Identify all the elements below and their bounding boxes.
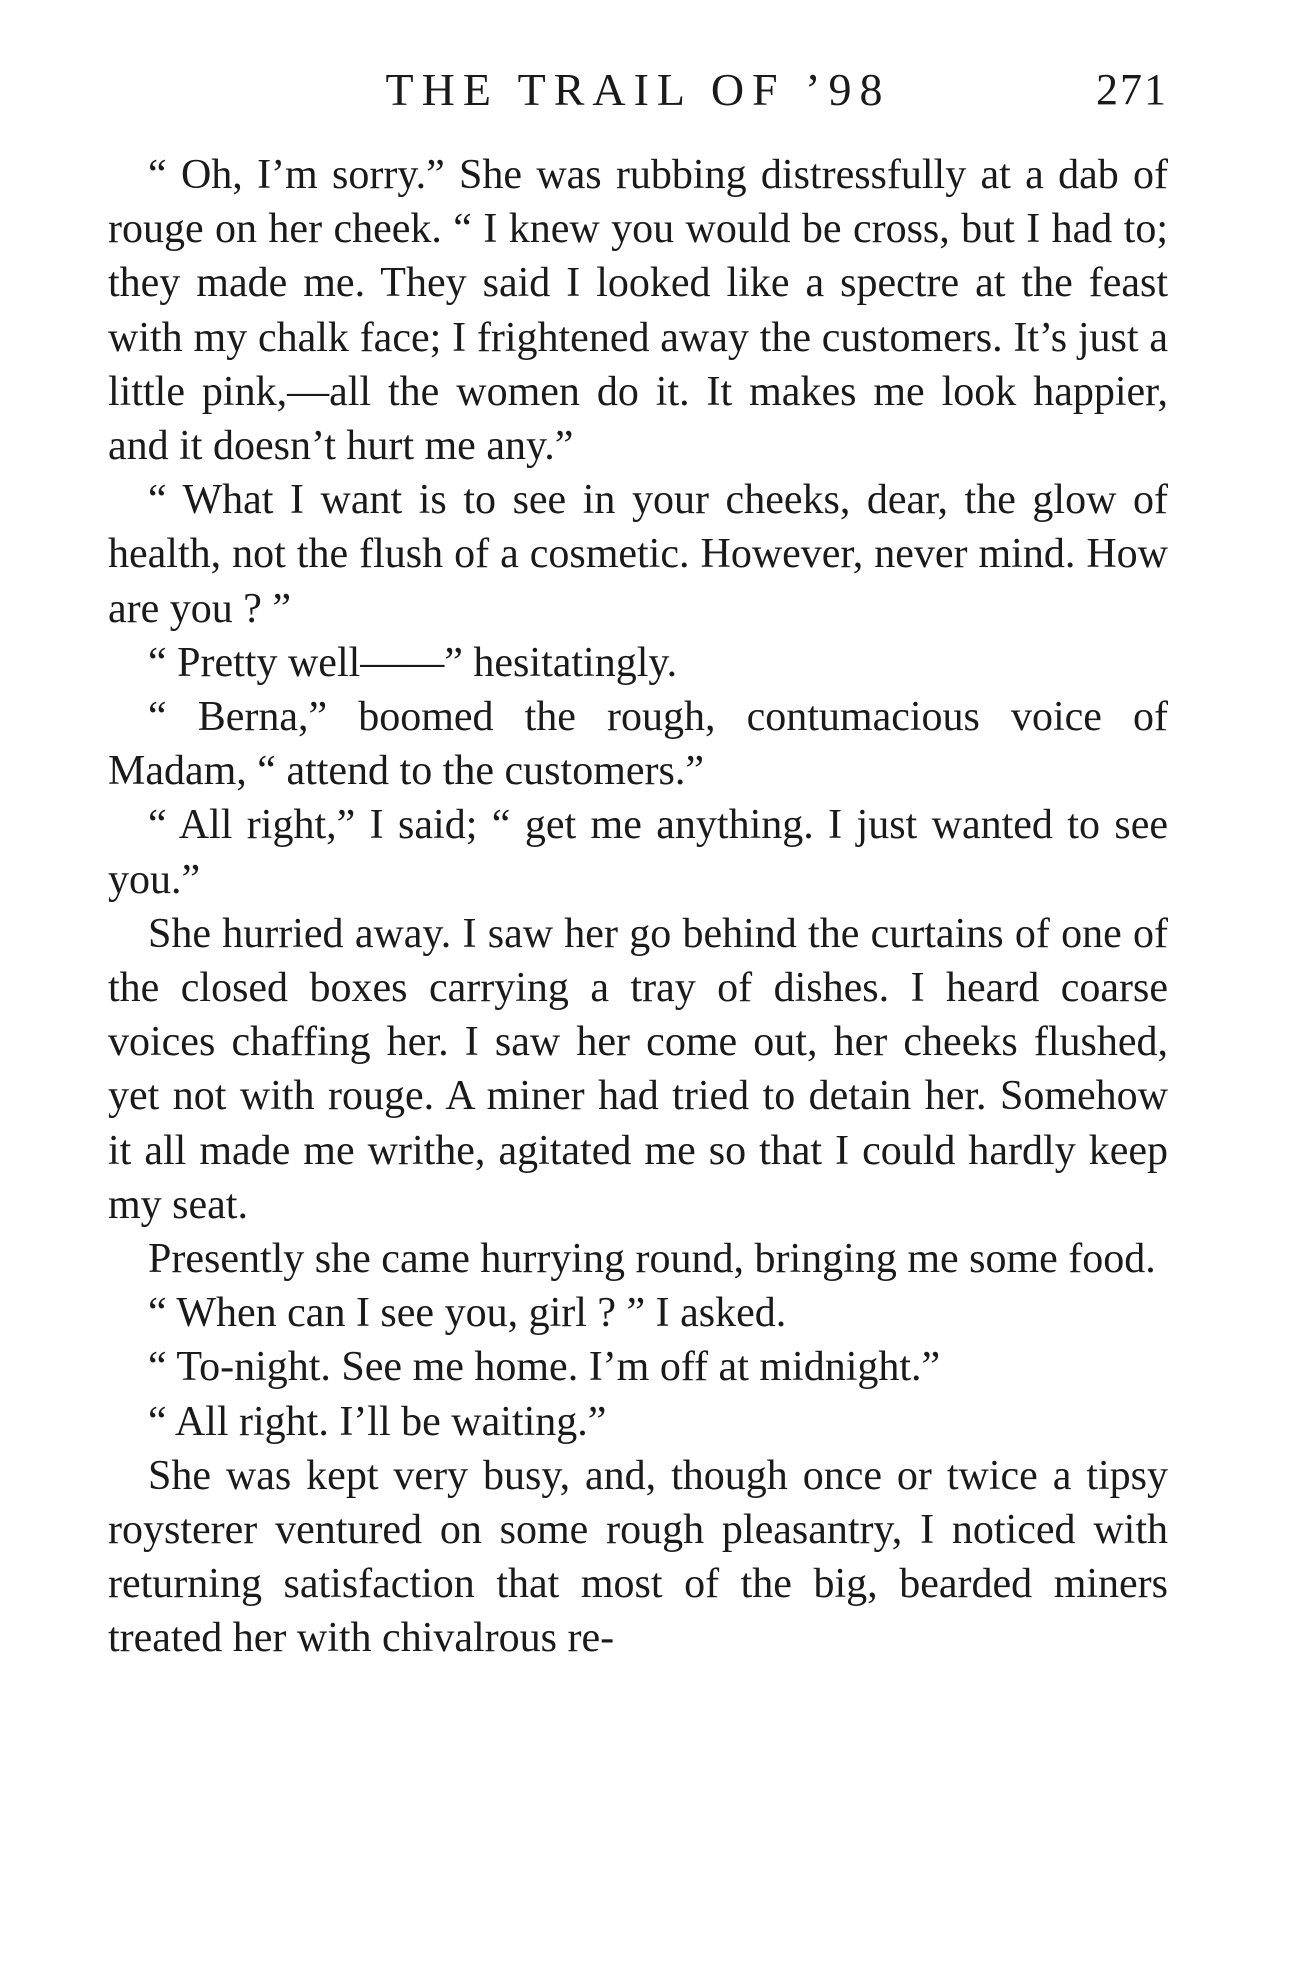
page-number: 271: [1096, 65, 1168, 114]
paragraph: “ Oh, I’m sorry.” She was rubbing distressfully at a dab of rouge on her cheek. “ I knew you would be cross, but I had to; they made me. They said I looked like a spectre at the feast with my chalk face; I frightened away the customers. It’s just a little pink,—all the women do it. It makes me look happier, and it doesn’t hurt me any.”: [108, 152, 1168, 470]
paragraph: “ All right,” I said; “ get me anything. I just wanted to see you.”: [108, 802, 1168, 903]
paragraph: “ All right. I’ll be waiting.”: [148, 1398, 607, 1445]
paragraph: She was kept very busy, and, though once or twice a tipsy roysterer ventured on some rough pleasantry, I noticed with returning satisfaction that most of the big, bearded miners treated her with chivalrous re-: [108, 1452, 1168, 1662]
paragraph: “ Pretty well——” hesitatingly.: [148, 639, 678, 686]
paragraph: “ What I want is to see in your cheeks, dear, the glow of health, not the flush of a cosmetic. However, never mind. How are you ? ”: [108, 477, 1168, 632]
paragraph: She hurried away. I saw her go behind the curtains of one of the closed boxes carrying a tray of dishes. I heard coarse voices chaffing her. I saw her come out, her cheeks flushed, yet not with rouge. A miner had tried to detain her. Somehow it all made me writhe, agitated me so that I could hardly keep my seat.: [108, 910, 1168, 1228]
paragraph: Presently she came hurrying round, bringing me some food.: [148, 1236, 1156, 1283]
page-header: [108, 60, 1168, 120]
running-title: THE TRAIL OF ’98: [385, 64, 891, 115]
paragraph: “ Berna,” boomed the rough, contumacious voice of Madam, “ attend to the customers.”: [108, 694, 1168, 795]
paragraph: “ To-night. See me home. I’m off at midnight.”: [148, 1344, 941, 1391]
body-text: [108, 148, 1168, 1666]
paragraph: “ When can I see you, girl ? ” I asked.: [148, 1290, 787, 1337]
